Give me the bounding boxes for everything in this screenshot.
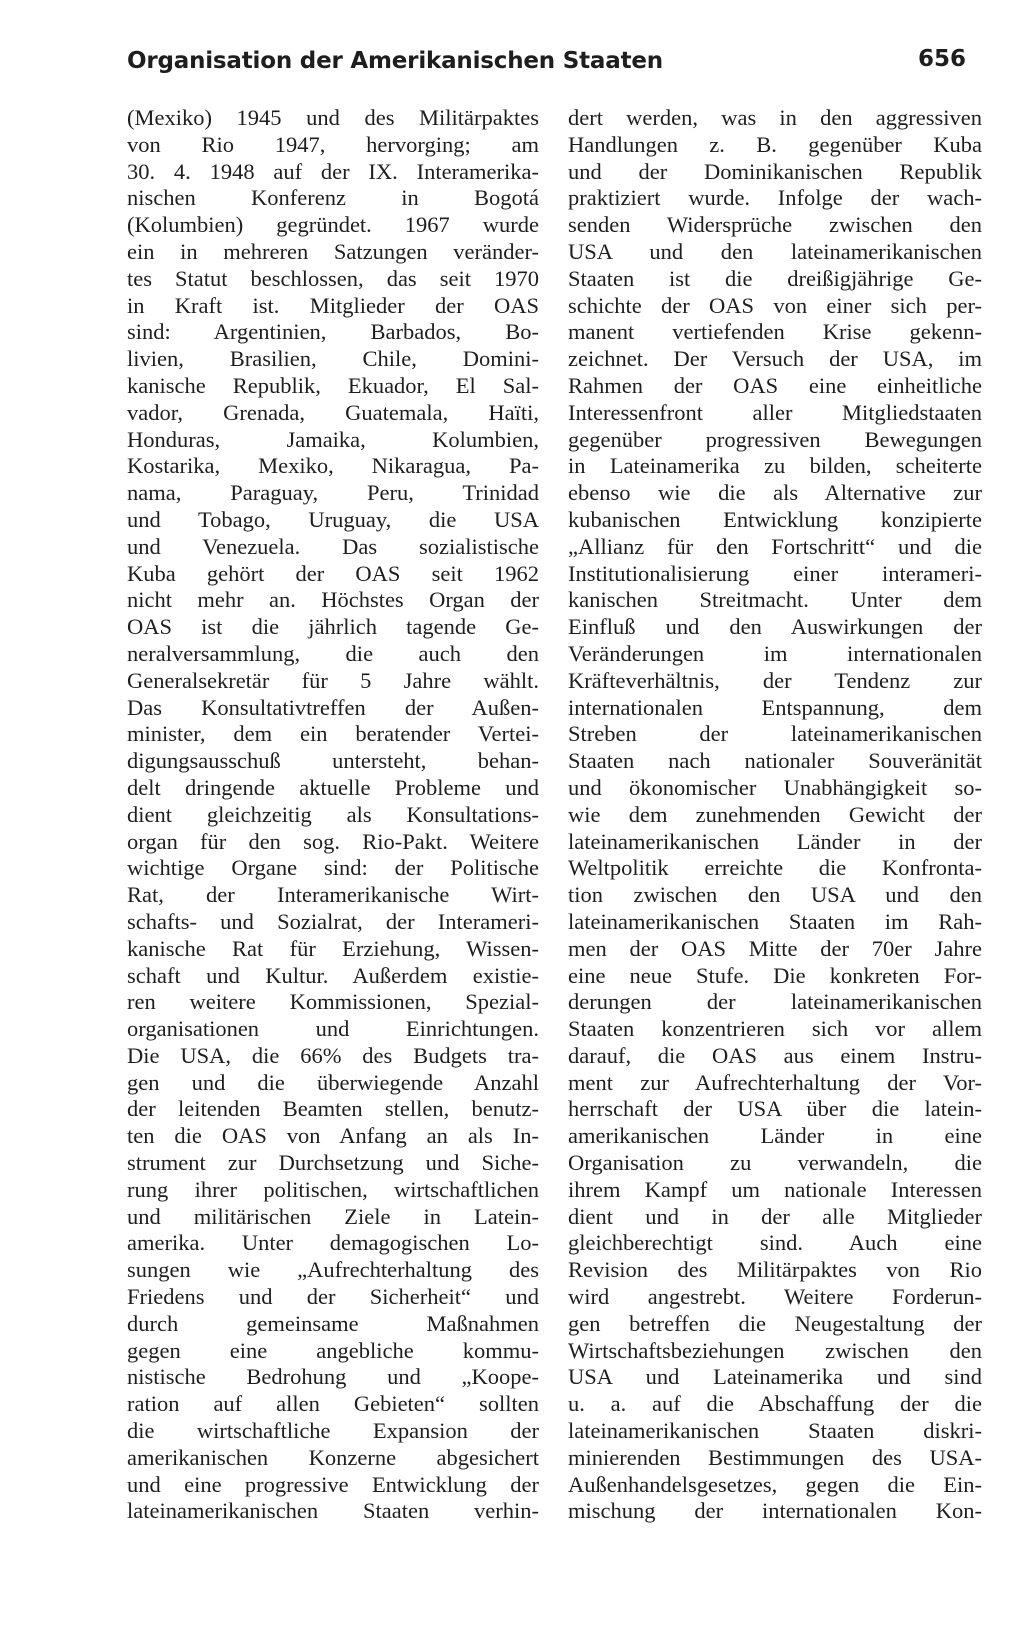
text-line: zeichnet. Der Versuch der USA, im bbox=[568, 346, 982, 372]
text-line: nicht mehr an. Höchstes Organ der bbox=[127, 587, 539, 613]
text-line: in Kraft ist. Mitglieder der OAS bbox=[127, 292, 539, 318]
text-line: livien, Brasilien, Chile, Domini- bbox=[127, 346, 539, 372]
text-line: von Rio 1947, hervorging; am bbox=[127, 131, 539, 157]
text-line: mischung der internationalen Kon- bbox=[568, 1498, 982, 1524]
text-line: amerika. Unter demagogischen Lo- bbox=[127, 1230, 539, 1256]
text-line: minister, dem ein beratender Vertei- bbox=[127, 721, 539, 747]
text-line: nischen Konferenz in Bogotá bbox=[127, 185, 539, 211]
text-line: und eine progressive Entwicklung der bbox=[127, 1471, 539, 1497]
text-line: (Kolumbien) gegründet. 1967 wurde bbox=[127, 212, 539, 238]
text-line: ein in mehreren Satzungen veränder- bbox=[127, 238, 539, 264]
text-line: „Allianz für den Fortschritt“ und die bbox=[568, 533, 982, 559]
text-line: Die USA, die 66% des Budgets tra- bbox=[127, 1042, 539, 1068]
text-line: lateinamerikanischen Staaten verhin- bbox=[127, 1498, 539, 1524]
text-line: dert werden, was in den aggressiven bbox=[568, 105, 982, 130]
text-line: lateinamerikanischen Staaten diskri- bbox=[568, 1418, 982, 1444]
text-line: ihrem Kampf um nationale Interessen bbox=[568, 1176, 982, 1202]
text-line: Interessenfront aller Mitgliedstaaten bbox=[568, 399, 982, 425]
text-line: schafts- und Sozialrat, der Interameri- bbox=[127, 908, 539, 934]
text-line: und Venezuela. Das sozialistische bbox=[127, 533, 539, 559]
text-column-right bbox=[568, 105, 982, 1525]
text-line: und militärischen Ziele in Latein- bbox=[127, 1203, 539, 1229]
text-line: in Lateinamerika zu bilden, scheiterte bbox=[568, 453, 982, 479]
text-line: Rahmen der OAS eine einheitliche bbox=[568, 372, 982, 398]
text-line: ren weitere Kommissionen, Spezial- bbox=[127, 989, 539, 1015]
text-line: praktiziert wurde. Infolge der wach- bbox=[568, 185, 982, 211]
text-line: Streben der lateinamerikanischen bbox=[568, 721, 982, 747]
text-line: senden Widersprüche zwischen den bbox=[568, 212, 982, 238]
text-line: men der OAS Mitte der 70er Jahre bbox=[568, 935, 982, 961]
text-line: gleichberechtigt sind. Auch eine bbox=[568, 1230, 982, 1256]
text-line: Kuba gehört der OAS seit 1962 bbox=[127, 560, 539, 586]
text-line: Friedens und der Sicherheit“ und bbox=[127, 1284, 539, 1310]
text-line: strument zur Durchsetzung und Siche- bbox=[127, 1150, 539, 1176]
text-line: nistische Bedrohung und „Koope- bbox=[127, 1364, 539, 1390]
text-line: OAS ist die jährlich tagende Ge- bbox=[127, 614, 539, 640]
text-line: derungen der lateinamerikanischen bbox=[568, 989, 982, 1015]
text-line: ebenso wie die als Alternative zur bbox=[568, 480, 982, 506]
text-line: rung ihrer politischen, wirtschaftlichen bbox=[127, 1176, 539, 1202]
text-line: Kräfteverhältnis, der Tendenz zur bbox=[568, 667, 982, 693]
text-line: Generalsekretär für 5 Jahre wählt. bbox=[127, 667, 539, 693]
text-line: Organisation zu verwandeln, die bbox=[568, 1150, 982, 1176]
text-line: digungsausschuß untersteht, behan- bbox=[127, 748, 539, 774]
text-line: und ökonomischer Unabhängigkeit so- bbox=[568, 774, 982, 800]
text-line: neralversammlung, die auch den bbox=[127, 640, 539, 666]
text-line: organ für den sog. Rio-Pakt. Weitere bbox=[127, 828, 539, 854]
text-line: der leitenden Beamten stellen, benutz- bbox=[127, 1096, 539, 1122]
text-line: USA und Lateinamerika und sind bbox=[568, 1364, 982, 1390]
text-line: ten die OAS von Anfang an als In- bbox=[127, 1123, 539, 1149]
text-line: Handlungen z. B. gegenüber Kuba bbox=[568, 131, 982, 157]
text-line: darauf, die OAS aus einem Instru- bbox=[568, 1042, 982, 1068]
text-line: sungen wie „Aufrechterhaltung des bbox=[127, 1257, 539, 1283]
text-line: USA und den lateinamerikanischen bbox=[568, 238, 982, 264]
text-line: (Mexiko) 1945 und des Militärpaktes bbox=[127, 105, 539, 130]
text-line: herrschaft der USA über die latein- bbox=[568, 1096, 982, 1122]
text-line: dient und in der alle Mitglieder bbox=[568, 1203, 982, 1229]
text-line: Kostarika, Mexiko, Nikaragua, Pa- bbox=[127, 453, 539, 479]
text-column-left bbox=[127, 105, 539, 1525]
page-number: 656 bbox=[917, 46, 966, 72]
text-line: Staaten ist die dreißigjährige Ge- bbox=[568, 265, 982, 291]
text-line: Staaten nach nationaler Souveränität bbox=[568, 748, 982, 774]
text-line: Weltpolitik erreichte die Konfronta- bbox=[568, 855, 982, 881]
text-line: Rat, der Interamerikanische Wirt- bbox=[127, 882, 539, 908]
text-line: wichtige Organe sind: der Politische bbox=[127, 855, 539, 881]
text-line: Wirtschaftsbeziehungen zwischen den bbox=[568, 1337, 982, 1363]
text-line: organisationen und Einrichtungen. bbox=[127, 1016, 539, 1042]
text-line: tes Statut beschlossen, das seit 1970 bbox=[127, 265, 539, 291]
text-line: u. a. auf die Abschaffung der die bbox=[568, 1391, 982, 1417]
text-line: eine neue Stufe. Die konkreten For- bbox=[568, 962, 982, 988]
text-line: Das Konsultativtreffen der Außen- bbox=[127, 694, 539, 720]
text-line: minierenden Bestimmungen des USA- bbox=[568, 1444, 982, 1470]
text-line: internationalen Entspannung, dem bbox=[568, 694, 982, 720]
text-line: kubanischen Entwicklung konzipierte bbox=[568, 506, 982, 532]
text-line: Honduras, Jamaika, Kolumbien, bbox=[127, 426, 539, 452]
text-line: dient gleichzeitig als Konsultations- bbox=[127, 801, 539, 827]
text-line: 30. 4. 1948 auf der IX. Interamerika- bbox=[127, 158, 539, 184]
text-line: lateinamerikanischen Länder in der bbox=[568, 828, 982, 854]
text-line: tion zwischen den USA und den bbox=[568, 882, 982, 908]
text-line: Revision des Militärpaktes von Rio bbox=[568, 1257, 982, 1283]
text-line: schaft und Kultur. Außerdem existie- bbox=[127, 962, 539, 988]
text-line: wird angestrebt. Weitere Forderun- bbox=[568, 1284, 982, 1310]
text-line: und Tobago, Uruguay, die USA bbox=[127, 506, 539, 532]
text-line: wie dem zunehmenden Gewicht der bbox=[568, 801, 982, 827]
text-line: gegen eine angebliche kommu- bbox=[127, 1337, 539, 1363]
text-line: durch gemeinsame Maßnahmen bbox=[127, 1310, 539, 1336]
text-line: Außenhandelsgesetzes, gegen die Ein- bbox=[568, 1471, 982, 1497]
text-line: manent vertiefenden Krise gekenn- bbox=[568, 319, 982, 345]
text-line: kanische Rat für Erziehung, Wissen- bbox=[127, 935, 539, 961]
text-line: sind: Argentinien, Barbados, Bo- bbox=[127, 319, 539, 345]
text-line: gen betreffen die Neugestaltung der bbox=[568, 1310, 982, 1336]
text-line: und der Dominikanischen Republik bbox=[568, 158, 982, 184]
text-line: kanische Republik, Ekuador, El Sal- bbox=[127, 372, 539, 398]
text-line: Institutionalisierung einer interameri- bbox=[568, 560, 982, 586]
text-line: amerikanischen Konzerne abgesichert bbox=[127, 1444, 539, 1470]
text-line: Einfluß und den Auswirkungen der bbox=[568, 614, 982, 640]
text-line: Veränderungen im internationalen bbox=[568, 640, 982, 666]
text-line: kanischen Streitmacht. Unter dem bbox=[568, 587, 982, 613]
text-line: vador, Grenada, Guatemala, Haïti, bbox=[127, 399, 539, 425]
text-line: amerikanischen Länder in eine bbox=[568, 1123, 982, 1149]
text-line: Staaten konzentrieren sich vor allem bbox=[568, 1016, 982, 1042]
text-line: gen und die überwiegende Anzahl bbox=[127, 1069, 539, 1095]
text-line: ment zur Aufrechterhaltung der Vor- bbox=[568, 1069, 982, 1095]
text-line: nama, Paraguay, Peru, Trinidad bbox=[127, 480, 539, 506]
text-line: gegenüber progressiven Bewegungen bbox=[568, 426, 982, 452]
text-line: lateinamerikanischen Staaten im Rah- bbox=[568, 908, 982, 934]
text-line: die wirtschaftliche Expansion der bbox=[127, 1418, 539, 1444]
text-line: schichte der OAS von einer sich per- bbox=[568, 292, 982, 318]
text-line: ration auf allen Gebieten“ sollten bbox=[127, 1391, 539, 1417]
running-header-title: Organisation der Amerikanischen Staaten bbox=[127, 48, 663, 74]
text-line: delt dringende aktuelle Probleme und bbox=[127, 774, 539, 800]
